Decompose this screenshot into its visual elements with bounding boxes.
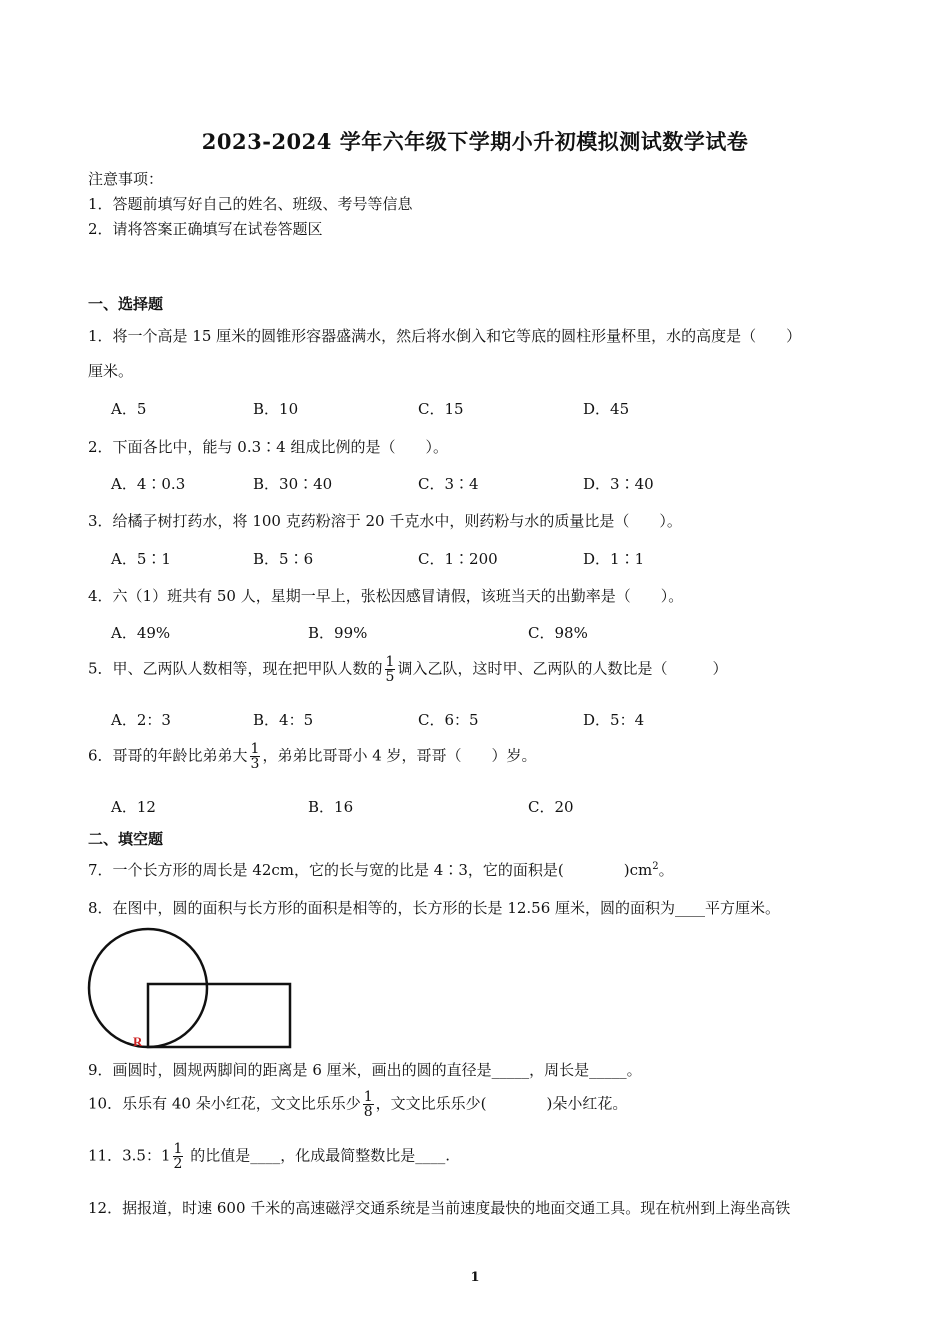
q3-option-c: C．1∶200 (418, 550, 498, 568)
q1-text-line1: 1．将一个高是 15 厘米的圆锥形容器盛满水，然后将水倒入和它等底的圆柱形量杯里，水的高度是（ ） (88, 327, 802, 345)
notice-heading: 注意事项： (88, 170, 164, 188)
q8-radius-label: R (133, 1034, 143, 1049)
q8-figure (86, 925, 296, 1053)
q3-option-d: D．1∶1 (583, 550, 645, 568)
q7-superscript: 2 (652, 861, 659, 872)
q12-text: 12．据报道，时速 600 千米的高速磁浮交通系统是当前速度最快的地面交通工具。现在杭州到上海坐高铁 (88, 1199, 791, 1217)
q10-frac-den: 8 (363, 1104, 373, 1120)
section-choice: 一、选择题 (88, 295, 164, 313)
q6-option-a: A．12 (111, 798, 156, 816)
q3-text: 3．给橘子树打药水，将 100 克药粉溶于 20 千克水中，则药粉与水的质量比是（ ）。 (88, 512, 682, 530)
q4-option-a: A．49% (111, 624, 171, 642)
q8-text: 8．在图中，圆的面积与长方形的面积是相等的，长方形的长是 12.56 厘米，圆的面积为____平方厘米。 (88, 899, 781, 917)
q11-text (88, 1142, 450, 1171)
q1-option-d: D．45 (583, 400, 630, 418)
q10-text-pre: 10．乐乐有 40 朵小红花，文文比乐乐少 (88, 1094, 361, 1113)
q1-text-line2: 厘米。 (88, 362, 134, 380)
q6-text (88, 742, 537, 771)
q4-option-c: C．98% (528, 624, 588, 642)
q5-option-c: C．6：5 (418, 711, 479, 729)
q10-fraction (363, 1090, 374, 1119)
q11-frac-den: 2 (173, 1156, 183, 1172)
q2-text: 2．下面各比中，能与 0.3∶4 组成比例的是（ ）。 (88, 438, 448, 456)
q3-option-a: A．5∶1 (111, 550, 171, 568)
q9-text: 9．画圆时，圆规两脚间的距离是 6 厘米，画出的圆的直径是_____，周长是_____。 (88, 1061, 642, 1079)
q6-option-c: C．20 (528, 798, 574, 816)
q1-option-a: A．5 (111, 400, 147, 418)
q10-text-post: ，文文比乐乐少( )朵小红花。 (375, 1094, 628, 1113)
q5-frac-num: 1 (385, 654, 395, 670)
q5-option-a: A．2：3 (111, 711, 171, 729)
q1-option-b: B．10 (253, 400, 299, 418)
q7-text (88, 859, 674, 880)
q6-fraction (250, 742, 261, 771)
q5-text-pre: 5．甲、乙两队人数相等，现在把甲队人数的 (88, 659, 383, 678)
q11-text-pre: 11．3.5：1 (88, 1146, 171, 1165)
q11-frac-num: 1 (173, 1141, 183, 1157)
q11-text-post: 的比值是____，化成最简整数比是____. (185, 1146, 450, 1165)
q3-option-b: B．5∶6 (253, 550, 314, 568)
q5-text-post: 调入乙队，这时甲、乙两队的人数比是（ ） (397, 659, 728, 678)
q10-frac-num: 1 (363, 1089, 373, 1105)
q8-rectangle (148, 984, 290, 1047)
q6-frac-num: 1 (250, 741, 260, 757)
q2-option-d: D．3∶40 (583, 475, 654, 493)
q7-text-post: 。 (658, 861, 674, 879)
q6-frac-den: 3 (250, 756, 260, 772)
q2-option-c: C．3∶4 (418, 475, 479, 493)
q5-option-d: D．5：4 (583, 711, 645, 729)
q11-fraction (173, 1142, 184, 1171)
q5-text (88, 655, 727, 684)
q5-frac-den: 5 (385, 669, 395, 685)
q6-text-pre: 6．哥哥的年龄比弟弟大 (88, 746, 248, 765)
notice-item-1: 1．答题前填写好自己的姓名、班级、考号等信息 (88, 195, 413, 213)
page-title: 2023-2024 学年六年级下学期小升初模拟测试数学试卷 (201, 129, 749, 154)
q2-option-a: A．4∶0.3 (111, 475, 186, 493)
q1-option-c: C．15 (418, 400, 464, 418)
q6-text-post: ，弟弟比哥哥小 4 岁，哥哥（ ）岁。 (262, 746, 537, 765)
notice-item-2: 2．请将答案正确填写在试卷答题区 (88, 220, 323, 238)
q5-option-b: B．4：5 (253, 711, 314, 729)
section-fill-blank: 二、填空题 (88, 830, 164, 848)
q5-fraction (385, 655, 396, 684)
q6-option-b: B．16 (308, 798, 354, 816)
q2-option-b: B．30∶40 (253, 475, 333, 493)
q4-option-b: B．99% (308, 624, 368, 642)
page-number: 1 (470, 1270, 480, 1285)
q4-text: 4．六（1）班共有 50 人，星期一早上，张松因感冒请假，该班当天的出勤率是（ ）。 (88, 587, 684, 605)
q7-text-pre: 7．一个长方形的周长是 42cm，它的长与宽的比是 4∶3，它的面积是( )cm (88, 861, 653, 879)
q10-text (88, 1090, 627, 1119)
